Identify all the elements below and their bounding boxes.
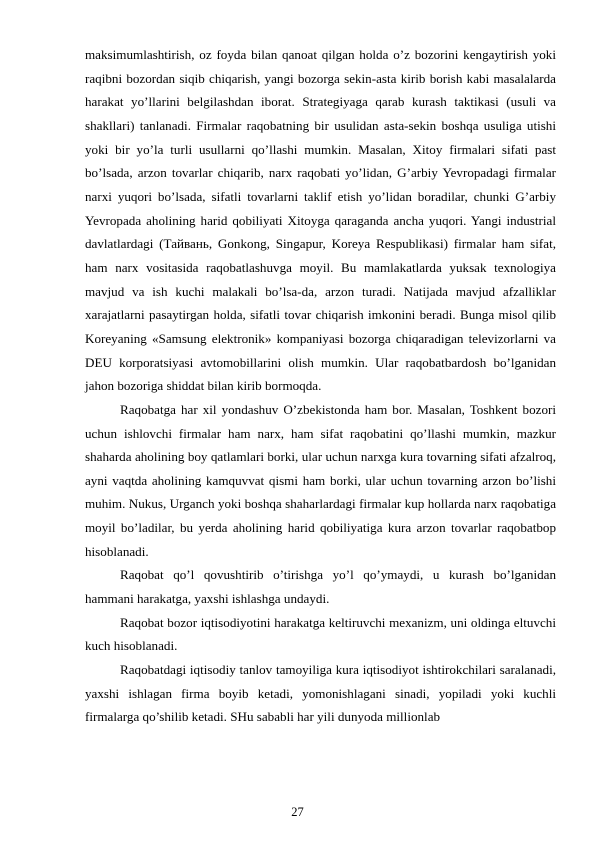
paragraph-2: Raqobatga har xil yondashuv O’zbekistonda ham bor. Masalan, Toshkent bozori uchun ishlovchi firmalar ham narx, ham sifat raqobatini qo’llashi mumkin, mazkur shaharda aholining boy qatlamlari borki, ular uchun narxga kura tovarning sifati afzalroq, ayni vaqtda aholining kamquvvat qismi ham borki, ular uchun tovarning arzon bo’lishi muhim. Nukus, Urganch yoki boshqa shaharlardagi firmalar kup hollarda narx raqobatiga moyil bo’ladilar, bu yerda aholining harid qobiliyatiga kura arzon tovarlar raqobatbop hisoblanadi. xyxy=(85,401,556,559)
paragraph-4: Raqobat bozor iqtisodiyotini harakatga keltiruvchi mexanizm, uni oldinga eltuvchi kuch hisoblanadi. xyxy=(85,614,556,654)
paragraph-1: maksimumlashtirish, oz foyda bilan qanoat qilgan holda o’z bozorini kengaytirish yoki raqibni bozordan siqib chiqarish, yangi bozorga sekin-asta kirib borish kabi masalalarda harakat yo’llarini belgilashdan iborat. Strategiyaga qarab kurash taktikasi (usuli va shakllari) tanlanadi. Firmalar raqobatning bir usulidan asta-sekin boshqa usuliga utishi yoki bir yo’la turli usullarni qo’llashi mumkin. Masalan, Xitoy firmalari sifati past bo’lsada, arzon tovarlar chiqarib, narx raqobati yo’lidan, G’arbiy Yevropadagi firmalar narxi yuqori bo’lsada, sifatli tovarlarni taklif etish yo’lidan boradilar, chunki G’arbiy Yevropada aholining harid qobiliyati Xitoyga qaraganda ancha yuqori. Yangi industrial davlatlardagi (Тайвань, Gonkong, Singapur, Koreya Respublikasi) firmalar ham sifat, ham narx vositasida raqobatlashuvga moyil. Bu mamlakatlarda yuksak texnologiya mavjud va ish kuchi malakali bo’lsa-da, arzon turadi. Natijada mavjud afzalliklar xarajatlarni pasaytirgan holda, sifatli tovar chiqarish imkonini beradi. Bunga misol qilib Koreyaning «Samsung elektronik» kompaniyasi bozorga chiqaradigan televizorlarni va DEU korporatsiyasi avtomobillarini olish mumkin. Ular raqobatbardosh bo’lganidan jahon bozoriga shiddat bilan kirib bormoqda. xyxy=(85,47,556,394)
body-text xyxy=(85,43,556,729)
paragraph-5: Raqobatdagi iqtisodiy tanlov tamoyiliga kura iqtisodiyot ishtirokchilari saralanadi, yaxshi ishlagan firma boyib ketadi, yomonishlagani sinadi, yopiladi yoki kuchli firmalarga qo’shilib ketadi. SHu sababli har yili dunyoda millionlab xyxy=(85,662,556,725)
page-number: 27 xyxy=(291,805,304,819)
paragraph-3: Raqobat qo’l qovushtirib o’tirishga yo’l qo’ymaydi, u kurash bo’lganidan hammani harakatga, yaxshi ishlashga undaydi. xyxy=(85,567,556,607)
